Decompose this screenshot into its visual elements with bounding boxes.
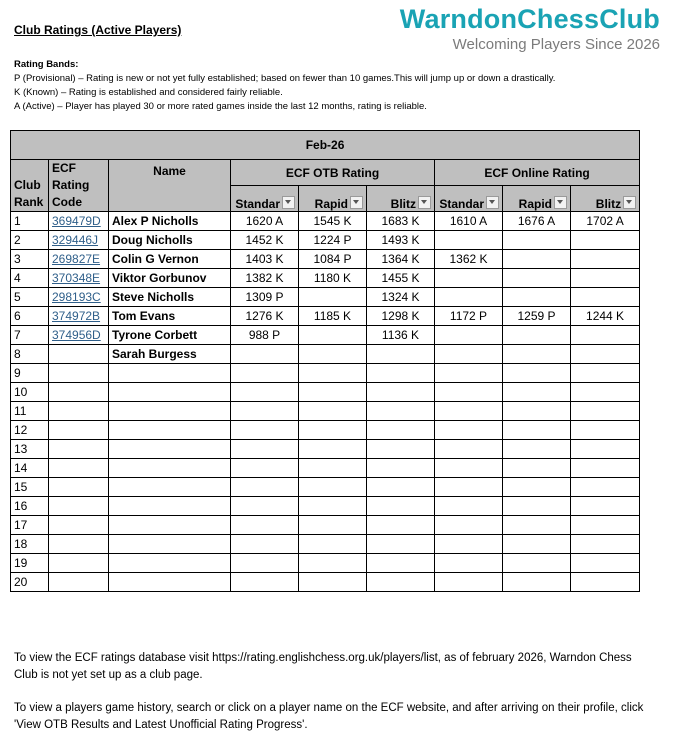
- online-standard-cell: [435, 421, 503, 440]
- rank-cell: 13: [11, 440, 49, 459]
- sort-descending-icon[interactable]: [282, 196, 295, 209]
- rating-code-link: [49, 516, 109, 535]
- otb-blitz-cell: [367, 402, 435, 421]
- otb-rapid-header[interactable]: Rapid: [299, 186, 367, 212]
- rating-code-link: [49, 364, 109, 383]
- player-name: [109, 554, 231, 573]
- online-blitz-cell: 1244 K: [571, 307, 640, 326]
- otb-rapid-cell: [299, 516, 367, 535]
- otb-standard-cell: [231, 440, 299, 459]
- logo-wordmark: WarndonChessClub: [399, 4, 660, 34]
- otb-blitz-cell: [367, 364, 435, 383]
- otb-standard-cell: [231, 535, 299, 554]
- otb-standard-cell: [231, 497, 299, 516]
- online-rapid-cell: [503, 402, 571, 421]
- rank-cell: 3: [11, 250, 49, 269]
- online-rapid-cell: [503, 478, 571, 497]
- online-blitz-cell: [571, 383, 640, 402]
- online-blitz-cell: [571, 364, 640, 383]
- rating-code-link: [49, 383, 109, 402]
- page-title: Club Ratings (Active Players): [14, 23, 182, 37]
- player-name: Sarah Burgess: [109, 345, 231, 364]
- online-standard-cell: [435, 497, 503, 516]
- rating-bands: [14, 58, 555, 114]
- footer-history-note: To view a players game history, search or click on a player name on the ECF website, and after arriving on their profile, click 'View OTB Results and Latest Unofficial Rating Progress'.: [14, 702, 644, 731]
- online-blitz-cell: [571, 269, 640, 288]
- col-name-header: Name: [109, 160, 231, 212]
- online-standard-cell: [435, 478, 503, 497]
- filter-dropdown-icon[interactable]: [554, 196, 567, 209]
- table-row: [11, 364, 640, 383]
- rank-cell: 1: [11, 212, 49, 231]
- player-name: [109, 459, 231, 478]
- band-active: A (Active) – Player has played 30 or more rated games inside the last 12 months, rating is reliable.: [14, 101, 427, 112]
- online-rapid-header[interactable]: Rapid: [503, 186, 571, 212]
- col-rank-header: Club Rank: [11, 160, 49, 212]
- online-standard-cell: [435, 269, 503, 288]
- rank-cell: 10: [11, 383, 49, 402]
- player-name: [109, 421, 231, 440]
- otb-standard-cell: [231, 383, 299, 402]
- online-standard-cell: [435, 231, 503, 250]
- player-name: Tom Evans: [109, 307, 231, 326]
- otb-standard-cell: 1452 K: [231, 231, 299, 250]
- otb-blitz-cell: [367, 554, 435, 573]
- otb-standard-cell: [231, 421, 299, 440]
- otb-standard-cell: 1309 P: [231, 288, 299, 307]
- player-name: Doug Nicholls: [109, 231, 231, 250]
- online-group-header: ECF Online Rating: [435, 160, 640, 186]
- online-rapid-cell: [503, 516, 571, 535]
- footer-database-note: To view the ECF ratings database visit https://rating.englishchess.org.uk/players/list, as of february 2026, Warndon Chess Club is not yet set up as a club page.: [14, 652, 632, 681]
- online-rapid-cell: 1676 A: [503, 212, 571, 231]
- rating-code-link: [49, 459, 109, 478]
- player-name: Steve Nicholls: [109, 288, 231, 307]
- online-blitz-cell: [571, 440, 640, 459]
- filter-dropdown-icon[interactable]: [418, 196, 431, 209]
- otb-rapid-cell: 1545 K: [299, 212, 367, 231]
- online-standard-cell: [435, 383, 503, 402]
- player-name: Tyrone Corbett: [109, 326, 231, 345]
- period-header: Feb-26: [11, 131, 640, 160]
- online-blitz-cell: [571, 421, 640, 440]
- rank-cell: 20: [11, 573, 49, 592]
- rank-cell: 6: [11, 307, 49, 326]
- rating-code-link[interactable]: 329446J: [49, 231, 109, 250]
- otb-blitz-cell: 1298 K: [367, 307, 435, 326]
- otb-standard-cell: [231, 516, 299, 535]
- online-standard-cell: [435, 573, 503, 592]
- player-name: Colin G Vernon: [109, 250, 231, 269]
- online-rapid-cell: [503, 440, 571, 459]
- online-standard-cell: 1172 P: [435, 307, 503, 326]
- online-rapid-cell: [503, 288, 571, 307]
- otb-blitz-cell: [367, 421, 435, 440]
- otb-blitz-header[interactable]: Blitz: [367, 186, 435, 212]
- online-rapid-cell: [503, 383, 571, 402]
- otb-rapid-cell: [299, 497, 367, 516]
- table-row: [11, 440, 640, 459]
- otb-rapid-cell: [299, 421, 367, 440]
- otb-blitz-cell: 1683 K: [367, 212, 435, 231]
- table-row: [11, 326, 640, 345]
- table-row: [11, 383, 640, 402]
- rating-code-link: [49, 535, 109, 554]
- band-provisional: P (Provisional) – Rating is new or not yet fully established; based on fewer than 10 games.This will jump up or down a drastically.: [14, 73, 556, 84]
- otb-blitz-cell: 1364 K: [367, 250, 435, 269]
- rank-cell: 16: [11, 497, 49, 516]
- table-row: [11, 573, 640, 592]
- rank-cell: 15: [11, 478, 49, 497]
- online-blitz-cell: 1702 A: [571, 212, 640, 231]
- otb-standard-cell: [231, 459, 299, 478]
- rank-cell: 5: [11, 288, 49, 307]
- otb-blitz-cell: [367, 383, 435, 402]
- otb-rapid-cell: [299, 440, 367, 459]
- table-row: [11, 459, 640, 478]
- online-standard-cell: [435, 345, 503, 364]
- table-row: [11, 250, 640, 269]
- table-row: [11, 516, 640, 535]
- online-blitz-cell: [571, 535, 640, 554]
- otb-standard-cell: [231, 364, 299, 383]
- rank-cell: 14: [11, 459, 49, 478]
- otb-rapid-cell: [299, 326, 367, 345]
- online-rapid-cell: [503, 421, 571, 440]
- otb-group-header: ECF OTB Rating: [231, 160, 435, 186]
- otb-standard-cell: 1620 A: [231, 212, 299, 231]
- rank-cell: 8: [11, 345, 49, 364]
- online-standard-cell: [435, 440, 503, 459]
- online-standard-cell: [435, 459, 503, 478]
- rank-cell: 17: [11, 516, 49, 535]
- table-row: [11, 554, 640, 573]
- table-row: [11, 345, 640, 364]
- online-standard-cell: 1610 A: [435, 212, 503, 231]
- rank-cell: 7: [11, 326, 49, 345]
- otb-rapid-cell: 1224 P: [299, 231, 367, 250]
- table-row: [11, 497, 640, 516]
- otb-standard-header[interactable]: Standar: [231, 186, 299, 212]
- player-name: [109, 402, 231, 421]
- rating-code-link: [49, 402, 109, 421]
- rank-cell: 12: [11, 421, 49, 440]
- rating-code-link[interactable]: 369479D: [49, 212, 109, 231]
- online-standard-cell: [435, 326, 503, 345]
- otb-blitz-cell: 1136 K: [367, 326, 435, 345]
- otb-rapid-cell: 1185 K: [299, 307, 367, 326]
- otb-blitz-cell: 1455 K: [367, 269, 435, 288]
- rank-cell: 19: [11, 554, 49, 573]
- rating-code-link[interactable]: 374956D: [49, 326, 109, 345]
- player-name: [109, 535, 231, 554]
- otb-standard-cell: [231, 573, 299, 592]
- table-row: [11, 478, 640, 497]
- otb-standard-cell: 1403 K: [231, 250, 299, 269]
- band-known: K (Known) – Rating is established and considered fairly reliable.: [14, 87, 283, 98]
- player-name: Alex P Nicholls: [109, 212, 231, 231]
- rating-code-link: [49, 573, 109, 592]
- rank-cell: 2: [11, 231, 49, 250]
- online-blitz-cell: [571, 478, 640, 497]
- otb-blitz-cell: [367, 478, 435, 497]
- online-blitz-cell: [571, 231, 640, 250]
- online-rapid-cell: [503, 231, 571, 250]
- online-blitz-header[interactable]: Blitz: [571, 186, 640, 212]
- rating-code-link[interactable]: 370348E: [49, 269, 109, 288]
- otb-standard-cell: 1276 K: [231, 307, 299, 326]
- online-standard-header[interactable]: Standar: [435, 186, 503, 212]
- otb-rapid-cell: [299, 459, 367, 478]
- otb-blitz-cell: 1324 K: [367, 288, 435, 307]
- otb-rapid-cell: 1180 K: [299, 269, 367, 288]
- online-rapid-cell: [503, 326, 571, 345]
- table-row: [11, 421, 640, 440]
- player-name: [109, 383, 231, 402]
- online-rapid-cell: [503, 497, 571, 516]
- rating-code-link[interactable]: 298193C: [49, 288, 109, 307]
- online-standard-cell: [435, 535, 503, 554]
- col-code-header: ECF Rating Code: [49, 160, 109, 212]
- otb-rapid-cell: [299, 554, 367, 573]
- otb-rapid-cell: [299, 478, 367, 497]
- otb-blitz-cell: [367, 345, 435, 364]
- logo-tagline: Welcoming Players Since 2026: [452, 36, 660, 53]
- rating-code-link: [49, 440, 109, 459]
- rank-cell: 4: [11, 269, 49, 288]
- online-rapid-cell: [503, 554, 571, 573]
- online-standard-cell: [435, 516, 503, 535]
- rating-code-link: [49, 345, 109, 364]
- online-blitz-cell: [571, 497, 640, 516]
- player-name: [109, 364, 231, 383]
- online-rapid-cell: [503, 364, 571, 383]
- online-standard-cell: [435, 402, 503, 421]
- otb-blitz-cell: [367, 535, 435, 554]
- otb-blitz-cell: [367, 459, 435, 478]
- online-blitz-cell: [571, 573, 640, 592]
- ratings-body: [11, 212, 640, 592]
- player-name: [109, 516, 231, 535]
- filter-dropdown-icon[interactable]: [350, 196, 363, 209]
- online-standard-cell: [435, 288, 503, 307]
- player-name: [109, 440, 231, 459]
- online-blitz-cell: [571, 554, 640, 573]
- otb-standard-cell: [231, 478, 299, 497]
- online-rapid-cell: [503, 250, 571, 269]
- otb-blitz-cell: [367, 516, 435, 535]
- otb-standard-cell: 1382 K: [231, 269, 299, 288]
- filter-dropdown-icon[interactable]: [486, 196, 499, 209]
- online-rapid-cell: 1259 P: [503, 307, 571, 326]
- online-blitz-cell: [571, 345, 640, 364]
- otb-standard-cell: [231, 554, 299, 573]
- otb-standard-cell: 988 P: [231, 326, 299, 345]
- otb-rapid-cell: 1084 P: [299, 250, 367, 269]
- rating-code-link: [49, 421, 109, 440]
- online-rapid-cell: [503, 269, 571, 288]
- online-standard-cell: [435, 364, 503, 383]
- ratings-table: [10, 130, 640, 592]
- player-name: Viktor Gorbunov: [109, 269, 231, 288]
- online-standard-cell: [435, 554, 503, 573]
- otb-blitz-cell: [367, 440, 435, 459]
- player-name: [109, 497, 231, 516]
- filter-dropdown-icon[interactable]: [623, 196, 636, 209]
- rating-code-link: [49, 554, 109, 573]
- rating-code-link: [49, 497, 109, 516]
- online-rapid-cell: [503, 573, 571, 592]
- online-rapid-cell: [503, 345, 571, 364]
- rating-code-link: [49, 478, 109, 497]
- otb-rapid-cell: [299, 383, 367, 402]
- online-rapid-cell: [503, 535, 571, 554]
- otb-blitz-cell: 1493 K: [367, 231, 435, 250]
- rating-code-link[interactable]: 269827E: [49, 250, 109, 269]
- online-blitz-cell: [571, 459, 640, 478]
- online-blitz-cell: [571, 250, 640, 269]
- online-standard-cell: 1362 K: [435, 250, 503, 269]
- otb-rapid-cell: [299, 402, 367, 421]
- table-row: [11, 307, 640, 326]
- online-blitz-cell: [571, 516, 640, 535]
- club-logo: [400, 4, 660, 53]
- otb-standard-cell: [231, 402, 299, 421]
- table-row: [11, 535, 640, 554]
- otb-rapid-cell: [299, 573, 367, 592]
- player-name: [109, 573, 231, 592]
- table-row: [11, 212, 640, 231]
- otb-rapid-cell: [299, 345, 367, 364]
- otb-rapid-cell: [299, 364, 367, 383]
- table-row: [11, 288, 640, 307]
- rank-cell: 11: [11, 402, 49, 421]
- rating-bands-heading: Rating Bands:: [14, 59, 79, 70]
- online-blitz-cell: [571, 326, 640, 345]
- otb-rapid-cell: [299, 535, 367, 554]
- rating-code-link[interactable]: 374972B: [49, 307, 109, 326]
- table-row: [11, 269, 640, 288]
- rank-cell: 18: [11, 535, 49, 554]
- online-rapid-cell: [503, 459, 571, 478]
- otb-blitz-cell: [367, 497, 435, 516]
- table-row: [11, 402, 640, 421]
- table-row: [11, 231, 640, 250]
- otb-standard-cell: [231, 345, 299, 364]
- online-blitz-cell: [571, 288, 640, 307]
- otb-rapid-cell: [299, 288, 367, 307]
- player-name: [109, 478, 231, 497]
- otb-blitz-cell: [367, 573, 435, 592]
- online-blitz-cell: [571, 402, 640, 421]
- rank-cell: 9: [11, 364, 49, 383]
